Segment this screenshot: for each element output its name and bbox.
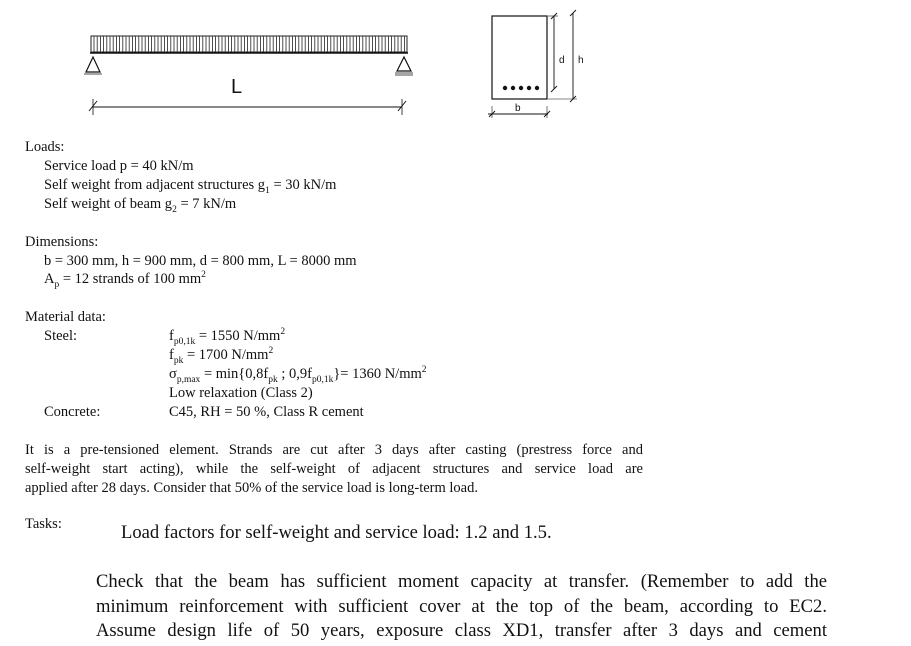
- task-line: Assume design life of 50 years, exposure class XD1, transfer after 3 days and cement: [96, 620, 827, 641]
- section-label-b: b: [515, 103, 521, 114]
- description-line: It is a pre-tensioned element. Strands are cut after 3 days after casting (prestress force and: [25, 442, 643, 458]
- span-label: L: [231, 76, 243, 98]
- task-check-paragraph: [96, 570, 827, 644]
- right-support-icon: [397, 57, 411, 71]
- relaxation-class: Low relaxation (Class 2): [169, 385, 313, 401]
- left-support-icon: [86, 57, 100, 72]
- material-heading: Material data:: [25, 309, 106, 325]
- fp01k-value: $f_{p0,1k} = 1550$ $N/mm^2$: [169, 327, 286, 347]
- service-load: Service load p = 40 kN/m: [44, 158, 194, 174]
- adjacent-self-weight: Self weight from adjacent structures $g_1 = 30$ kN/m: [44, 177, 337, 196]
- concrete-label: Concrete:: [44, 404, 101, 420]
- tasks-heading: Tasks:: [25, 516, 62, 532]
- section-label-h: h: [578, 55, 584, 66]
- fpk-value: $f_{pk} = 1700$ $N/mm^2$: [169, 346, 274, 366]
- task-line: minimum reinforcement with sufficient cover at the top of the beam, according to EC2.: [96, 595, 827, 617]
- beam-self-weight: Self weight of beam $g_2 = 7$ kN/m: [44, 196, 237, 215]
- description-paragraph: [25, 441, 643, 498]
- distributed-load-hatch: [91, 36, 407, 52]
- section-label-d: d: [559, 55, 565, 66]
- dimensions-heading: Dimensions:: [25, 234, 99, 250]
- load-factors-text: Load factors for self-weight and service load: 1.2 and 1.5.: [121, 522, 552, 543]
- concrete-value: C45, RH = 50 %, Class R cement: [169, 404, 364, 420]
- sigma-max-value: $\sigma_{p,max} = \min\{0,8f_{pk}$ ; $0,9f_{p0,1k}\}= 1360$ $N/mm^2$: [169, 365, 427, 385]
- description-line: applied after 28 days. Consider that 50% of the service load is long-term load.: [25, 480, 478, 496]
- strand-area: $A_p = 12$ strands of 100 $mm^2$: [44, 270, 206, 290]
- beam-diagram: [0, 0, 460, 125]
- description-line: self-weight start acting), while the self-weight of adjacent structures and service load are: [25, 461, 643, 477]
- loads-heading: Loads:: [25, 139, 65, 155]
- dimensions-values: b = 300 mm, h = 900 mm, d = 800 mm, L = 8000 mm: [44, 253, 357, 269]
- steel-label: Steel:: [44, 328, 78, 344]
- task-line: Check that the beam has sufficient moment capacity at transfer. (Remember to add the: [96, 571, 827, 592]
